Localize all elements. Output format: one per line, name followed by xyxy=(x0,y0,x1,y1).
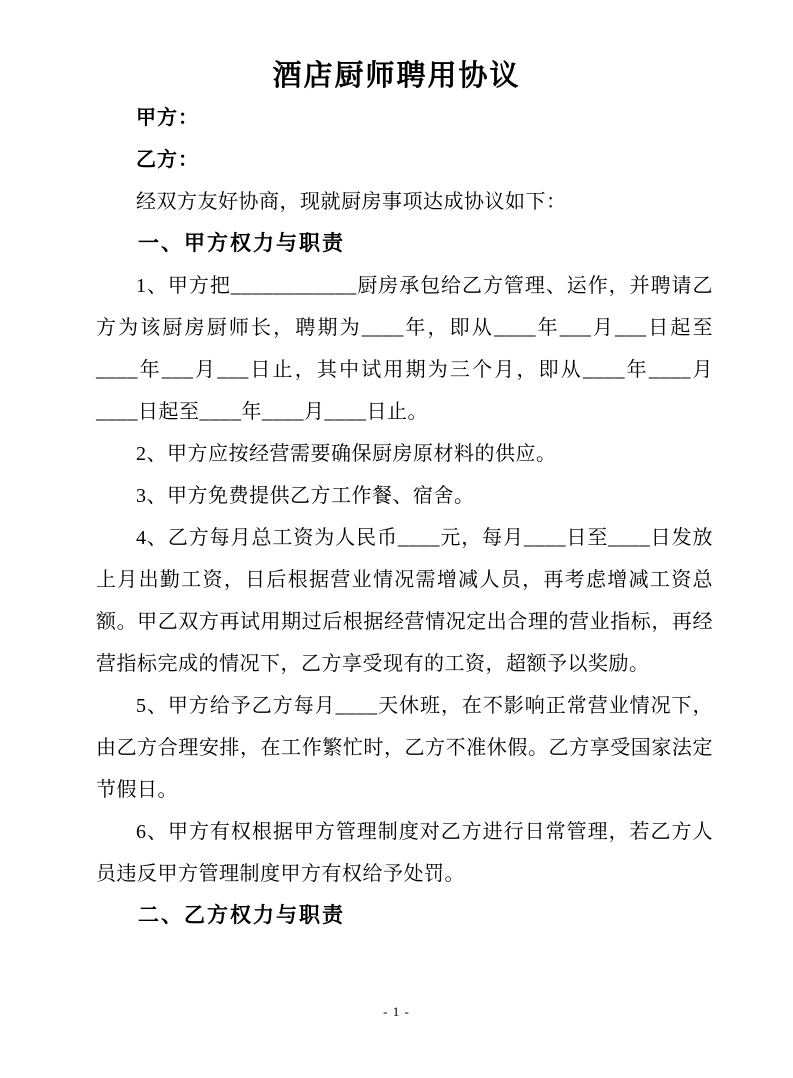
document-body xyxy=(96,97,713,937)
intro-paragraph: 经双方友好协商，现就厨房事项达成协议如下： xyxy=(136,191,567,213)
clause-3: 3、甲方免费提供乙方工作餐、宿舍。 xyxy=(136,485,475,507)
clause-1: 1、甲方把____________厨房承包给乙方管理、运作，并聘请乙方为该厨房厨师长，聘期为____年，即从____年___月___日起至____年___月___日止，其中试用期为三个月，即从____年____月____日起至____年____月____日止。 xyxy=(96,275,713,423)
document-title: 酒店厨师聘用协议 xyxy=(272,60,521,92)
section-1-heading: 一、甲方权力与职责 xyxy=(138,232,345,255)
clause-5: 5、甲方给予乙方每月____天休班，在不影响正常营业情况下，由乙方合理安排，在工作繁忙时，乙方不准休假。乙方享受国家法定节假日。 xyxy=(96,695,713,801)
party-b-label: 乙方： xyxy=(136,149,199,171)
clause-2: 2、甲方应按经营需要确保厨房原材料的供应。 xyxy=(136,443,557,465)
party-a-label: 甲方： xyxy=(136,107,199,129)
page-number: - 1 - xyxy=(383,1004,410,1019)
clause-4: 4、乙方每月总工资为人民币____元，每月____日至____日发放上月出勤工资，日后根据营业情况需增减人员，再考虑增减工资总额。甲乙双方再试用期过后根据经营情况定出合理的营业指标，再经营指标完成的情况下，乙方享受现有的工资，超额予以奖励。 xyxy=(96,527,713,675)
section-2-heading: 二、乙方权力与职责 xyxy=(138,904,345,927)
clause-6: 6、甲方有权根据甲方管理制度对乙方进行日常管理，若乙方人员违反甲方管理制度甲方有权给予处罚。 xyxy=(96,821,713,885)
